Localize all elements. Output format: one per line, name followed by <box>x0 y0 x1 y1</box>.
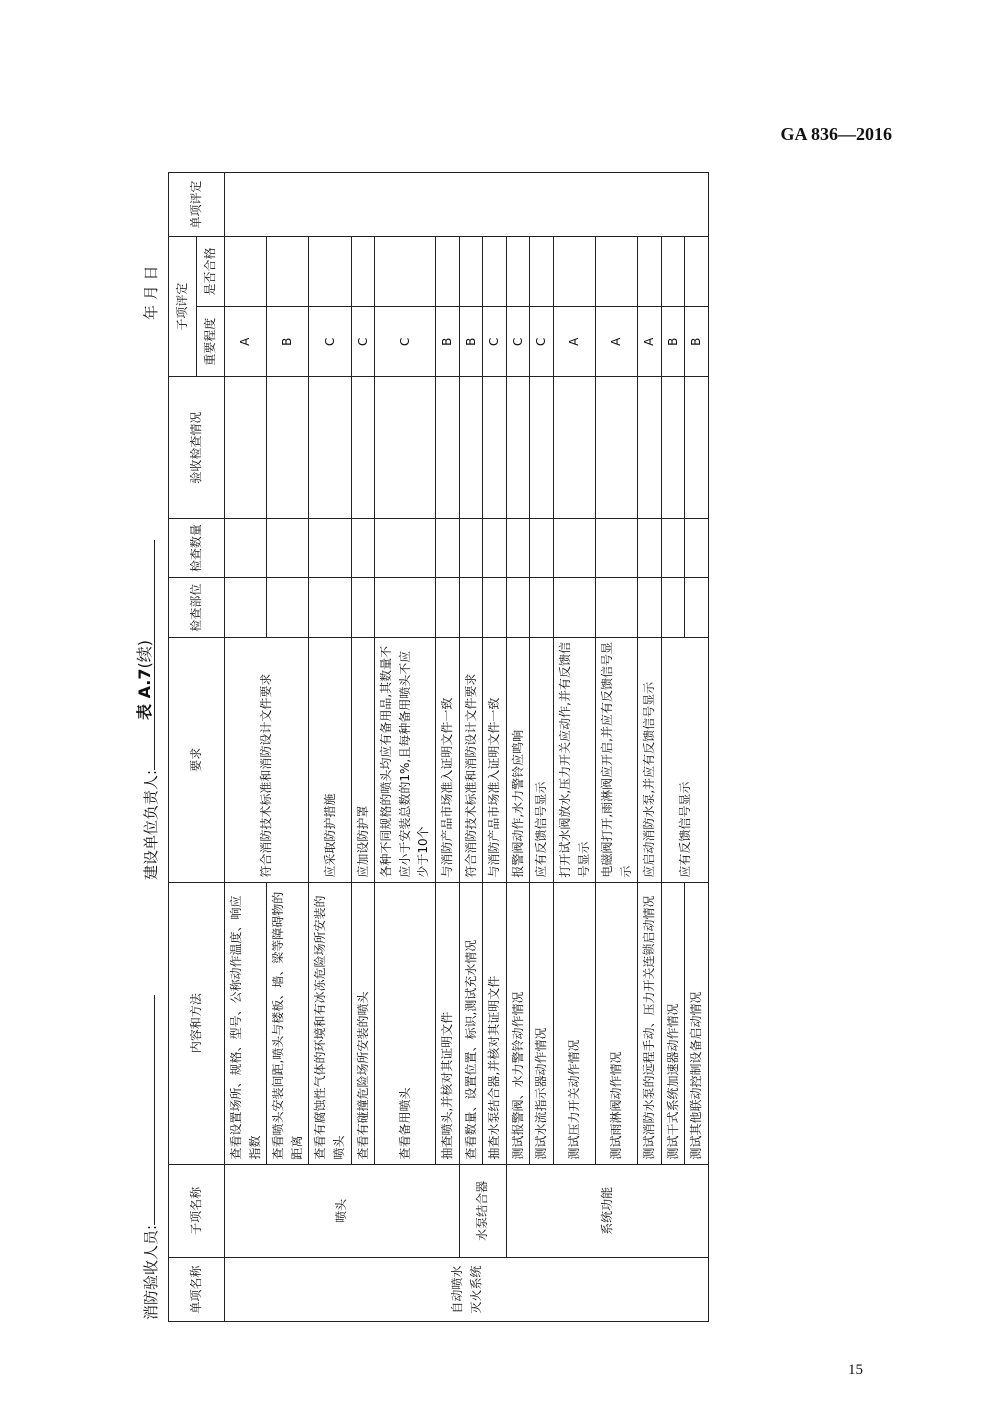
owner-label: 建设单位负责人: <box>142 769 160 880</box>
importance-cell: B <box>267 307 309 377</box>
pass-cell[interactable] <box>530 236 554 306</box>
qty-cell[interactable] <box>596 518 638 578</box>
importance-cell: C <box>530 307 554 377</box>
page-number: 15 <box>848 1362 863 1378</box>
situation-cell[interactable] <box>506 377 530 518</box>
method-cell: 查看数量、设置位置、标识,测试充水情况 <box>459 882 483 1164</box>
situation-cell[interactable] <box>309 377 351 518</box>
importance-cell: A <box>225 307 267 377</box>
pass-cell[interactable] <box>506 236 530 306</box>
pass-cell[interactable] <box>225 236 267 306</box>
requirement-cell: 各种不同规格的喷头均应有备用品,其数量不应小于安装总数的1%,且每种备用喷头不应少于10个 <box>375 637 436 882</box>
qty-cell[interactable] <box>459 518 483 578</box>
part-cell[interactable] <box>483 578 507 638</box>
pass-cell[interactable] <box>638 236 662 306</box>
part-cell[interactable] <box>309 578 351 638</box>
method-cell: 测试压力开关动作情况 <box>553 882 595 1164</box>
pass-cell[interactable] <box>267 236 309 306</box>
qty-cell[interactable] <box>553 518 595 578</box>
requirement-cell: 应加设防护罩 <box>351 637 375 882</box>
situation-cell[interactable] <box>661 377 685 518</box>
part-cell[interactable] <box>530 578 554 638</box>
method-cell: 测试消防水泵的远程手动、压力开关连锁启动情况 <box>638 882 662 1164</box>
qty-cell[interactable] <box>435 518 459 578</box>
importance-cell: A <box>553 307 595 377</box>
importance-cell: B <box>459 307 483 377</box>
requirement-cell: 报警阀动作,水力警铃应鸣响 <box>506 637 530 882</box>
qty-cell[interactable] <box>638 518 662 578</box>
method-cell: 查看设置场所、规格、型号、公称动作温度、响应指数 <box>225 882 267 1164</box>
method-cell: 测试其他联动控制设备启动情况 <box>685 882 709 1164</box>
importance-cell: C <box>483 307 507 377</box>
part-cell[interactable] <box>435 578 459 638</box>
col-unit-eval: 单项评定 <box>169 173 225 237</box>
method-cell: 测试干式系统加速器动作情况 <box>661 882 685 1164</box>
qty-cell[interactable] <box>661 518 685 578</box>
owner-signature-line[interactable] <box>140 540 155 770</box>
method-cell: 查看备用喷头 <box>375 882 436 1164</box>
col-pass: 是否合格 <box>197 236 225 306</box>
importance-cell: B <box>685 307 709 377</box>
importance-cell: A <box>638 307 662 377</box>
situation-cell[interactable] <box>530 377 554 518</box>
requirement-cell: 电磁阀打开,雨淋阀应开启,并应有反馈信号显示 <box>596 637 638 882</box>
qty-cell[interactable] <box>375 518 436 578</box>
inspector-label-wrap <box>140 1225 161 1320</box>
importance-cell: C <box>375 307 436 377</box>
pass-cell[interactable] <box>685 236 709 306</box>
part-cell[interactable] <box>225 578 267 638</box>
qty-cell[interactable] <box>530 518 554 578</box>
requirement-cell: 与消防产品市场准入证明文件一致 <box>435 637 459 882</box>
pass-cell[interactable] <box>309 236 351 306</box>
owner-label-wrap <box>140 770 161 880</box>
col-part: 检查部位 <box>169 578 225 638</box>
requirement-cell: 应启动消防水泵,并应有反馈信号显示 <box>638 637 662 882</box>
inspection-table <box>168 172 709 1322</box>
part-cell[interactable] <box>685 578 709 638</box>
pass-cell[interactable] <box>596 236 638 306</box>
col-requirement: 要求 <box>169 637 225 882</box>
importance-cell: C <box>506 307 530 377</box>
situation-cell[interactable] <box>483 377 507 518</box>
sub-name-cell: 水泵结合器 <box>459 1164 506 1258</box>
situation-cell[interactable] <box>225 377 267 518</box>
part-cell[interactable] <box>638 578 662 638</box>
method-cell: 测试报警阀、水力警铃动作情况 <box>506 882 530 1164</box>
situation-cell[interactable] <box>596 377 638 518</box>
part-cell[interactable] <box>267 578 309 638</box>
importance-cell: C <box>351 307 375 377</box>
col-sub-name: 子项名称 <box>169 1164 225 1258</box>
inspector-label: 消防验收人员: <box>142 1224 160 1320</box>
part-cell[interactable] <box>596 578 638 638</box>
importance-cell: A <box>596 307 638 377</box>
part-cell[interactable] <box>351 578 375 638</box>
method-cell: 查看有碰撞危险场所安装的喷头 <box>351 882 375 1164</box>
part-cell[interactable] <box>375 578 436 638</box>
col-importance: 重要程度 <box>197 307 225 377</box>
col-situation: 验收检查情况 <box>169 377 225 518</box>
situation-cell[interactable] <box>375 377 436 518</box>
inspector-signature-line[interactable] <box>140 995 155 1225</box>
qty-cell[interactable] <box>351 518 375 578</box>
requirement-cell: 打开试水阀放水,压力开关应动作,并有反馈信号显示 <box>553 637 595 882</box>
method-cell: 测试雨淋阀动作情况 <box>596 882 638 1164</box>
col-unit-name: 单项名称 <box>169 1258 225 1322</box>
situation-cell[interactable] <box>459 377 483 518</box>
method-cell: 测试水流指示器动作情况 <box>530 882 554 1164</box>
situation-cell[interactable] <box>267 377 309 518</box>
situation-cell[interactable] <box>685 377 709 518</box>
sub-name-cell: 系统功能 <box>506 1164 708 1258</box>
requirement-cell: 应采取防护措施 <box>309 637 351 882</box>
pass-cell[interactable] <box>553 236 595 306</box>
pass-cell[interactable] <box>459 236 483 306</box>
situation-cell[interactable] <box>435 377 459 518</box>
importance-cell: B <box>661 307 685 377</box>
situation-cell[interactable] <box>553 377 595 518</box>
method-cell: 抽查水泵结合器,并核对其证明文件 <box>483 882 507 1164</box>
situation-cell[interactable] <box>351 377 375 518</box>
unit-eval-cell[interactable] <box>225 173 709 237</box>
pass-cell[interactable] <box>661 236 685 306</box>
qty-cell[interactable] <box>483 518 507 578</box>
importance-cell: B <box>435 307 459 377</box>
part-cell[interactable] <box>459 578 483 638</box>
part-cell[interactable] <box>553 578 595 638</box>
col-method: 内容和方法 <box>169 882 225 1164</box>
pass-cell[interactable] <box>351 236 375 306</box>
method-cell: 抽查喷头,并核对其证明文件 <box>435 882 459 1164</box>
part-cell[interactable] <box>506 578 530 638</box>
part-cell[interactable] <box>661 578 685 638</box>
table-title-main: 表 A.7 <box>135 668 154 720</box>
situation-cell[interactable] <box>638 377 662 518</box>
signature-footer <box>130 180 170 1320</box>
qty-cell[interactable] <box>685 518 709 578</box>
requirement-cell: 应有反馈信号显示 <box>661 637 708 882</box>
requirement-cell: 与消防产品市场准入证明文件一致 <box>483 637 507 882</box>
requirement-cell: 符合消防技术标准和消防设计文件要求 <box>225 637 309 882</box>
pass-cell[interactable] <box>483 236 507 306</box>
requirement-cell: 应有反馈信号显示 <box>530 637 554 882</box>
col-sub-eval: 子项评定 <box>169 236 197 376</box>
standard-number: GA 836—2016 <box>780 124 892 144</box>
importance-cell: C <box>309 307 351 377</box>
pass-cell[interactable] <box>435 236 459 306</box>
qty-cell[interactable] <box>225 518 267 578</box>
sub-name-cell: 喷头 <box>225 1164 460 1258</box>
table-title-cont: (续) <box>135 640 154 669</box>
qty-cell[interactable] <box>506 518 530 578</box>
col-qty: 检查数量 <box>169 518 225 578</box>
unit-name-cell: 自动喷水灭火系统 <box>225 1258 709 1322</box>
qty-cell[interactable] <box>309 518 351 578</box>
method-cell: 查看喷头安装间距,喷头与楼板、墙、梁等障碍物的距离 <box>267 882 309 1164</box>
pass-cell[interactable] <box>375 236 436 306</box>
qty-cell[interactable] <box>267 518 309 578</box>
method-cell: 查看有腐蚀性气体的环境和有冰冻危险场所安装的喷头 <box>309 882 351 1164</box>
requirement-cell: 符合消防技术标准和消防设计文件要求 <box>459 637 483 882</box>
date-label: 年 月 日 <box>142 265 160 320</box>
